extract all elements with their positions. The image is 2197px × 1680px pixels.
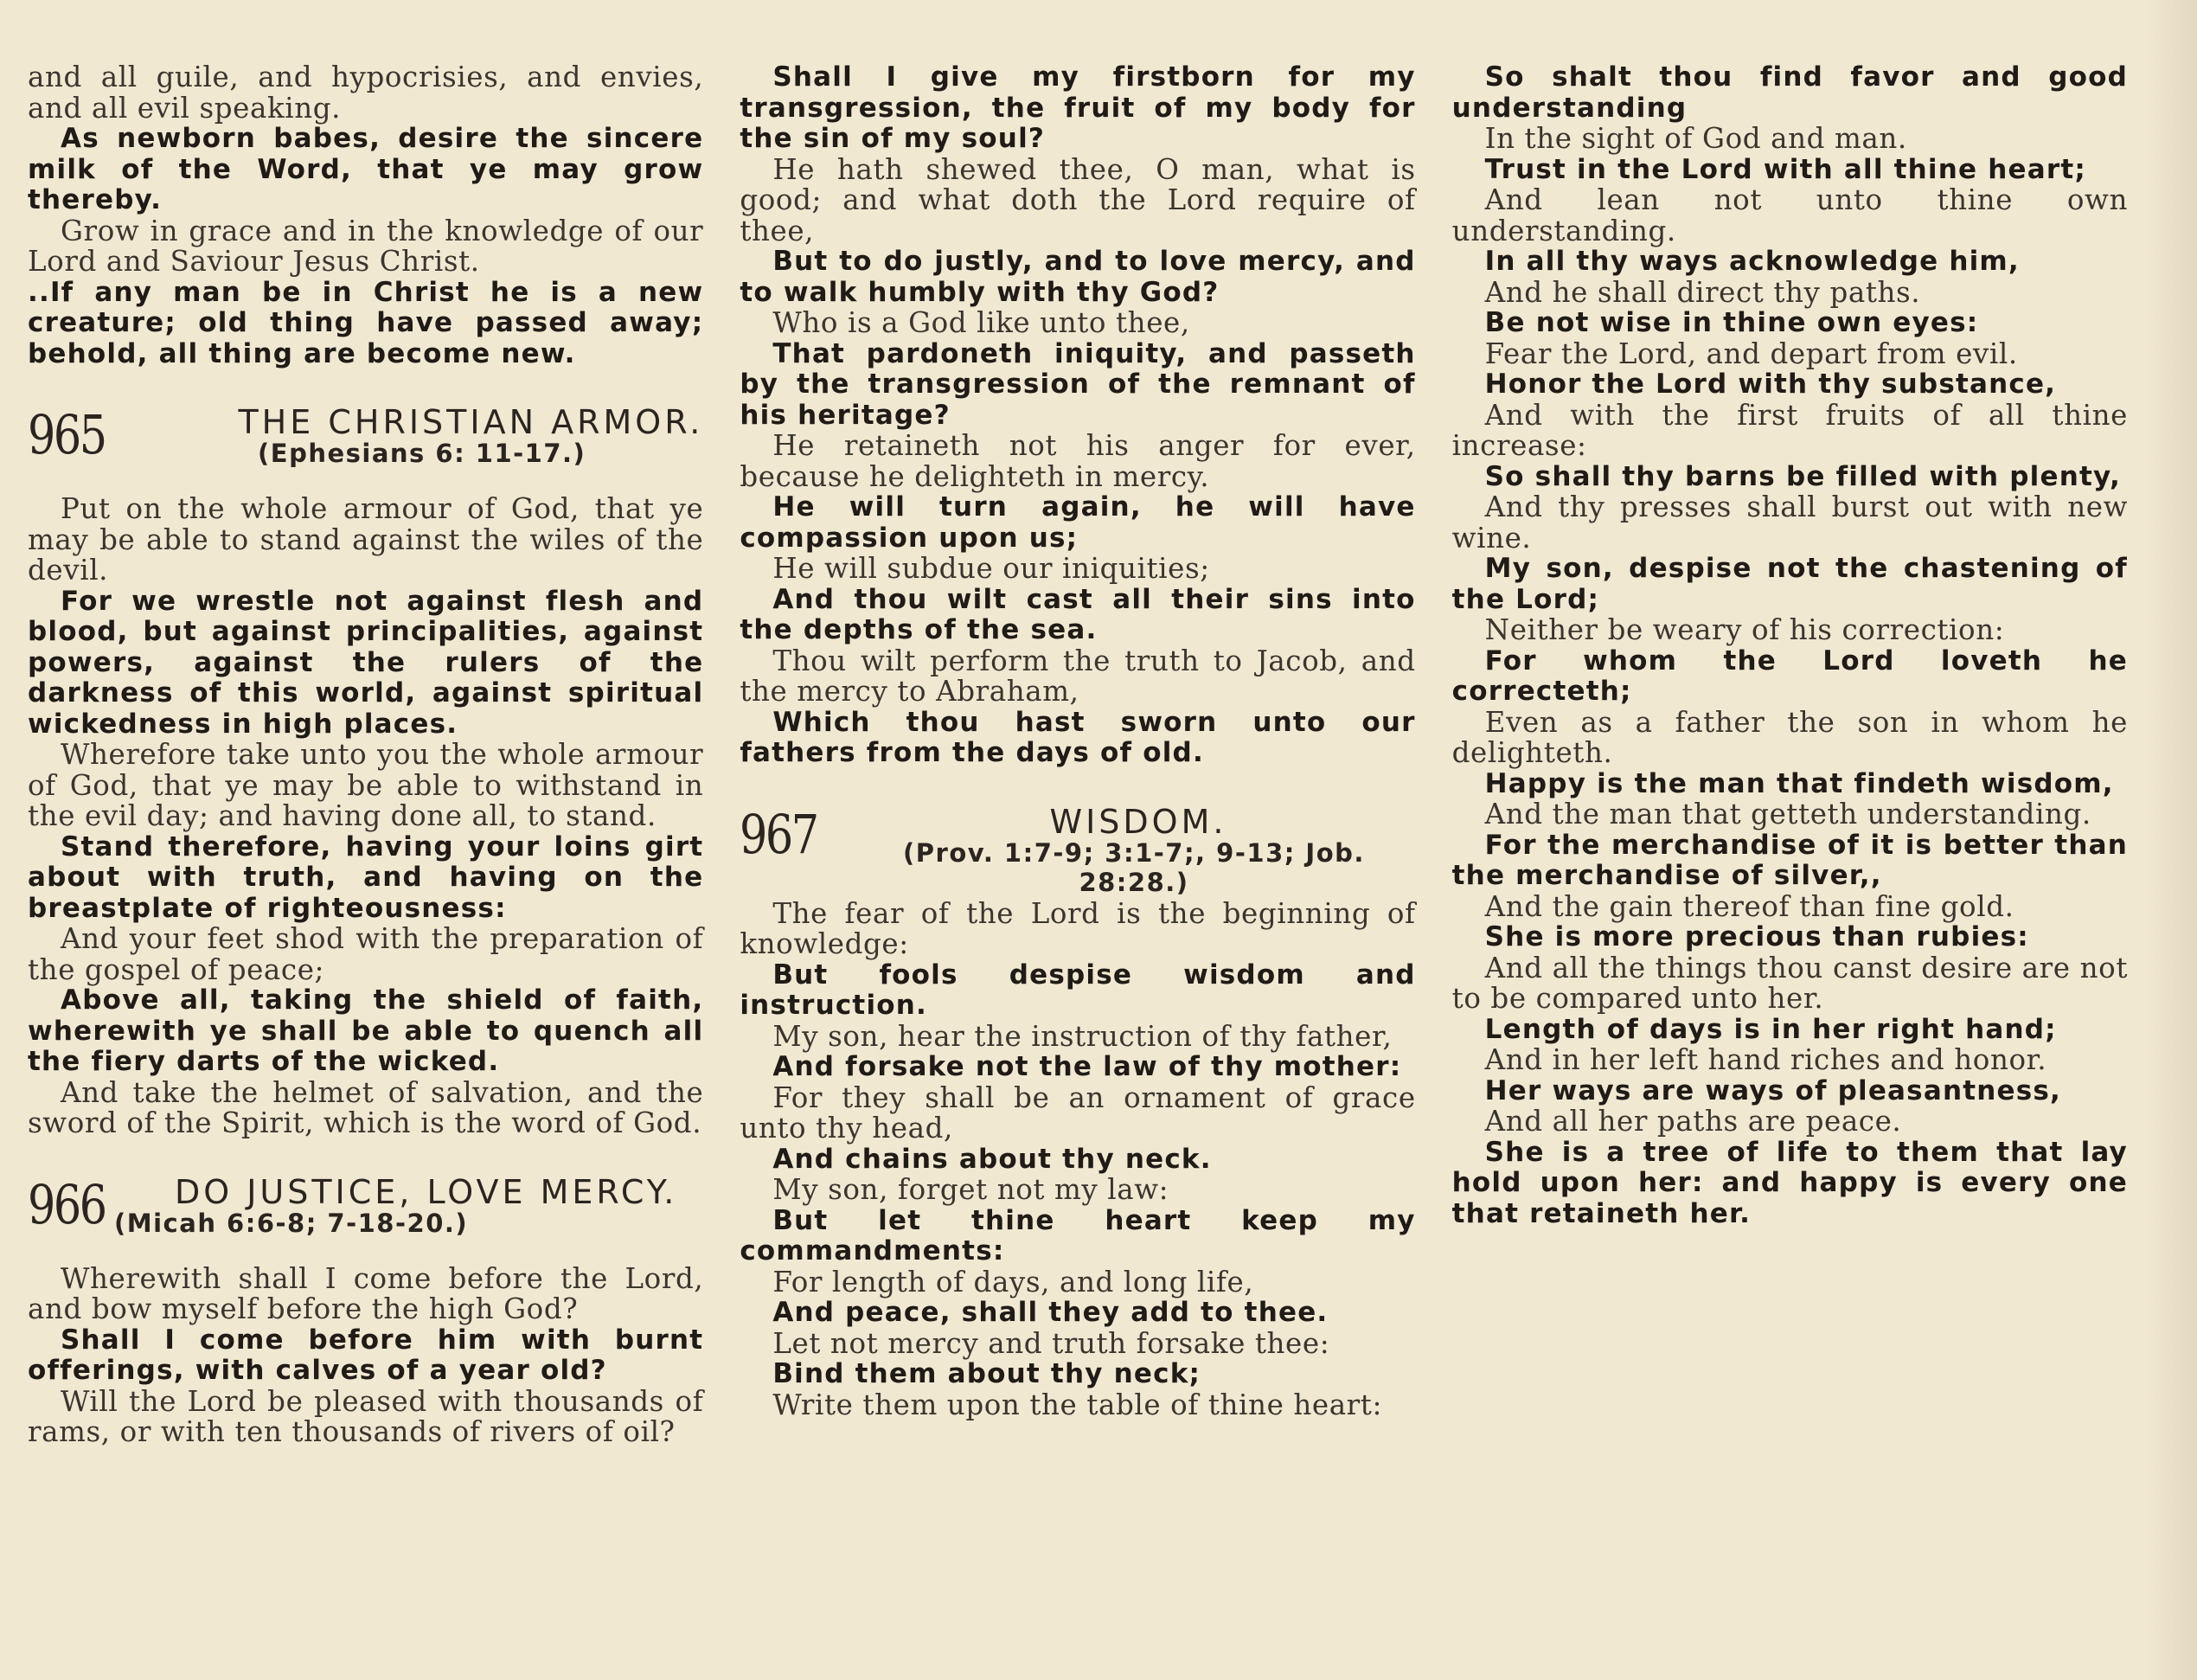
section-number: 967 [740, 802, 817, 866]
verse-paragraph: For we wrestle not against flesh and blood, but against principalities, against powers, against the rulers of the darkness of this world, against spiritual wickedness in high places. [28, 585, 704, 740]
verse-paragraph: For the merchandise of it is better than the merchandise of silver,, [1451, 829, 2128, 891]
verse-paragraph: And with the first fruits of all thine increase: [1451, 398, 2128, 462]
verse-paragraph: Shall I give my firstborn for my transgression, the fruit of my body for the sin of my soul? [740, 61, 1416, 154]
verse-paragraph: Thou wilt perform the truth to Jacob, and the mercy to Abraham, [740, 644, 1416, 708]
section-title: THE CHRISTIAN ARMOR. [238, 403, 704, 441]
verse-paragraph: But to do justly, and to love mercy, and to walk humbly with thy God? [740, 246, 1416, 308]
verse-paragraph: For whom the Lord loveth he correcteth; [1451, 644, 2128, 707]
section-heading-967 [740, 802, 1415, 897]
verse-paragraph: And the gain thereof than fine gold. [1484, 889, 2014, 923]
verse-paragraph: He hath shewed thee, O man, what is good; and what doth the Lord require of thee, [740, 152, 1416, 247]
verse-paragraph: And in her left hand riches and honor. [1484, 1043, 2047, 1076]
verse-paragraph: and all guile, and hypocrisies, and envies, and all evil speaking. [28, 61, 704, 125]
verse-paragraph: And forsake not the law of thy mother: [772, 1051, 1402, 1082]
verse-paragraph: Even as a father the son in whom he delighteth. [1451, 705, 2128, 769]
section-heading-966 [28, 1172, 703, 1262]
verse-paragraph: Honor the Lord with thy substance, [1484, 369, 2057, 400]
verse-paragraph: Fear the Lord, and depart from evil. [1484, 337, 2018, 370]
verse-paragraph: Stand therefore, having your loins girt about with truth, and having on the breastplate of righteousness: [28, 830, 704, 924]
verse-paragraph: So shall thy barns be filled with plenty, [1484, 460, 2121, 492]
verse-paragraph: As newborn babes, desire the sincere milk of the Word, that ye may grow thereby. [28, 123, 704, 215]
verse-paragraph: That pardoneth iniquity, and passeth by the transgression of the remnant of his heritage? [740, 337, 1416, 431]
verse-paragraph: Put on the whole armour of God, that ye may be able to stand against the wiles of the devil. [28, 492, 704, 587]
verse-paragraph: So shalt thou find favor and good understanding [1451, 61, 2128, 124]
reading-966 [28, 1261, 704, 1448]
verse-paragraph: She is a tree of life to them that lay hold upon her: and happy is every one that retaineth her. [1451, 1136, 2128, 1229]
verse-paragraph: My son, forget not my law: [772, 1173, 1169, 1206]
verse-paragraph: And thy presses shall burst out with new wine. [1451, 491, 2128, 555]
verse-paragraph: Her ways are ways of pleasantness, [1484, 1074, 2062, 1106]
verse-paragraph: For length of days, and long life, [772, 1265, 1254, 1298]
reading-966-continued [740, 62, 1415, 769]
verse-paragraph: But fools despise wisdom and instruction. [740, 959, 1416, 1021]
reading-967-continued [1452, 62, 2128, 1229]
verse-paragraph: Trust in the Lord with all thine heart; [1484, 153, 2086, 185]
verse-paragraph: Wherewith shall I come before the Lord, and bow myself before the high God? [28, 1261, 704, 1325]
verse-paragraph: Grow in grace and in the knowledge of our Lord and Saviour Jesus Christ. [28, 214, 704, 278]
verse-paragraph: He will subdue our iniquities; [772, 552, 1210, 585]
scripture-reference: (Prov. 1:7-9; 3:1-7;, 9-13; Job. 28:28.) [903, 837, 1365, 897]
verse-paragraph: And the man that getteth understanding. [1484, 798, 2091, 830]
verse-paragraph: Who is a God like unto thee, [772, 306, 1190, 339]
verse-paragraph: Shall I come before him with burnt offerings, with calves of a year old? [28, 1324, 704, 1386]
verse-paragraph: Above all, taking the shield of faith, wherewith ye shall be able to quench all the fiery darts of the wicked. [28, 984, 704, 1077]
verse-paragraph: She is more precious than rubies: [1484, 921, 2029, 952]
verse-paragraph: Which thou hast sworn unto our fathers from the days of old. [740, 706, 1416, 768]
section-heading-965 [28, 403, 704, 492]
verse-paragraph: He will turn again, he will have compassion upon us; [740, 491, 1416, 554]
verse-paragraph: Wherefore take unto you the whole armour of God, that ye may be able to withstand in the evil day; and having done all, to stand. [28, 738, 704, 832]
reading-965 [28, 494, 703, 1139]
verse-paragraph: And thou wilt cast all their sins into the depths of the sea. [740, 583, 1416, 645]
verse-paragraph: And peace, shall they add to thee. [772, 1297, 1329, 1328]
verse-paragraph: And he shall direct thy paths. [1484, 275, 1921, 309]
verse-paragraph: Write them upon the table of thine heart: [772, 1388, 1383, 1421]
verse-paragraph: In the sight of God and man. [1484, 122, 1907, 155]
verse-paragraph: Will the Lord be pleased with thousands of rams, or with ten thousands of rivers of oil? [28, 1384, 704, 1448]
verse-paragraph: And your feet shod with the preparation of the gospel of peace; [28, 922, 704, 986]
column-2 [740, 62, 1415, 1680]
scripture-reference: (Ephesians 6: 11-17.) [258, 439, 586, 468]
verse-paragraph: For they shall be an ornament of grace unto thy head, [740, 1080, 1416, 1145]
verse-paragraph: But let thine heart keep my commandments: [740, 1204, 1416, 1266]
verse-paragraph: In all thy ways acknowledge him, [1484, 246, 2020, 277]
section-title: WISDOM. [1049, 802, 1227, 841]
column-1 [28, 62, 703, 1680]
verse-paragraph: Bind them about thy neck; [772, 1358, 1201, 1389]
verse-paragraph: He retaineth not his anger for ever, because he delighteth in mercy. [740, 429, 1416, 493]
verse-paragraph: Be not wise in thine own eyes: [1484, 307, 1979, 338]
verse-paragraph: Happy is the man that findeth wisdom, [1484, 767, 2114, 799]
verse-paragraph: Length of days is in her right hand; [1484, 1013, 2057, 1045]
verse-paragraph: My son, despise not the chastening of the Lord; [1451, 553, 2128, 615]
intro-verses [28, 62, 703, 369]
verse-paragraph: And all her paths are peace. [1484, 1105, 1902, 1138]
reading-967 [740, 896, 1416, 1421]
section-title: DO JUSTICE, LOVE MERCY. [174, 1172, 678, 1211]
verse-paragraph: And take the helmet of salvation, and the sword of the Spirit, which is the word of God. [28, 1075, 704, 1139]
scripture-reference: (Micah 6:6-8; 7-18-20.) [114, 1208, 469, 1238]
verse-paragraph: And lean not unto thine own understanding. [1451, 183, 2128, 247]
section-number: 965 [28, 403, 106, 466]
verse-paragraph: Let not mercy and truth forsake thee: [772, 1326, 1330, 1360]
verse-paragraph: The fear of the Lord is the beginning of knowledge: [740, 896, 1416, 960]
verse-paragraph: And all the things thou canst desire are not to be compared unto her. [1451, 951, 2128, 1015]
verse-paragraph: Neither be weary of his correction: [1484, 613, 2005, 646]
column-3 [1452, 62, 2128, 1680]
section-number: 966 [28, 1172, 106, 1236]
verse-paragraph: ..If any man be in Christ he is a new creature; old thing have passed away; behold, all thing are become new. [28, 276, 704, 369]
verse-paragraph: My son, hear the instruction of thy father, [772, 1019, 1393, 1053]
verse-paragraph: And chains about thy neck. [772, 1143, 1212, 1175]
page-edge-shadow [2145, 0, 2197, 1680]
